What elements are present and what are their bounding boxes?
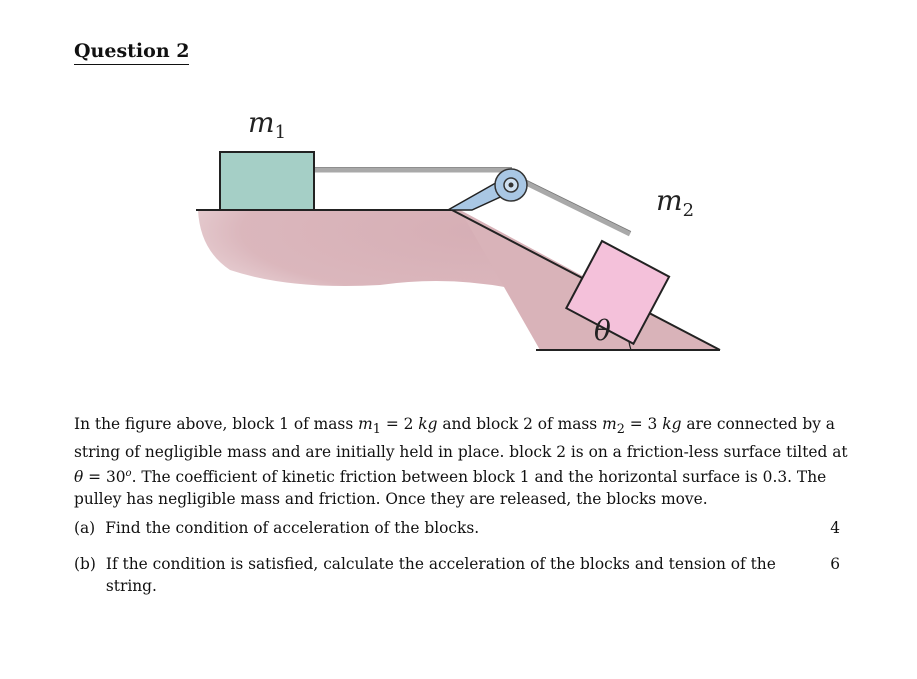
string-incline-outline — [521, 178, 631, 232]
block-2-label: $m_2$ — [656, 184, 695, 221]
statement-line-2: string of negligible mass and are initially held in place. block 2 is on a friction-less surface tilted at — [74, 443, 848, 462]
block-1 — [220, 152, 314, 210]
sub-question-b-label: (b) — [74, 555, 96, 573]
pulley-axle — [509, 183, 514, 188]
sub-question-b-text: If the condition is satisfied, calculate the acceleration of the blocks and tension of the string. — [105, 555, 776, 595]
string-incline — [520, 180, 630, 234]
sub-question-b — [74, 553, 840, 597]
statement-line-1: In the figure above, block 1 of mass $m_1 = 2$ kg and block 2 of mass $m_2 = 3$ kg are connected by a — [74, 415, 835, 438]
sub-question-a — [74, 517, 840, 539]
sub-question-a-points: 4 — [830, 519, 840, 537]
sub-question-b-points: 6 — [830, 555, 840, 573]
statement-line-3: $\theta = 30^o$. The coefficient of kinetic friction between block 1 and the horizontal surface is 0.3. The — [74, 468, 827, 487]
question-title: Question 2 — [74, 40, 189, 65]
incline-pulley-diagram — [190, 100, 730, 360]
statement-line-4: pulley has negligible mass and friction. Once they are released, the blocks move. — [74, 490, 708, 509]
angle-label: θ — [594, 314, 611, 347]
problem-statement — [74, 413, 848, 510]
block-1-label: $m_1$ — [248, 106, 287, 143]
sub-question-a-text: Find the condition of acceleration of the blocks. — [105, 519, 480, 537]
sub-question-a-label: (a) — [74, 519, 96, 537]
